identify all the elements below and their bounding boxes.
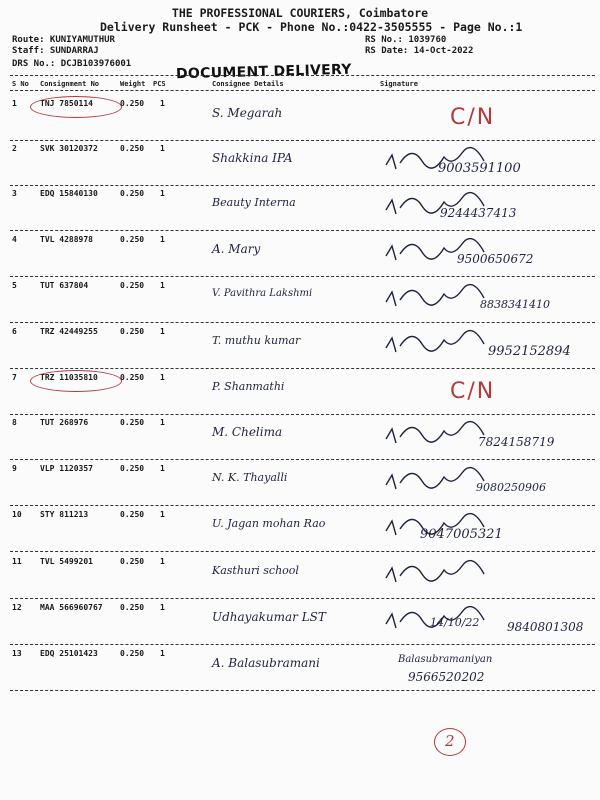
handwritten-signature [382, 188, 492, 222]
runsheet-title: Delivery Runsheet - PCK - Phone No.:0422-3505555 - Page No.:1 [100, 20, 523, 34]
receiver-name: A. Balasubramani [212, 656, 320, 670]
receiver-phone: 9952152894 [488, 344, 571, 359]
table-row [0, 646, 600, 692]
receiver-phone: 7824158719 [478, 435, 555, 449]
row-weight: 0.250 [120, 418, 145, 427]
table-row [0, 415, 600, 461]
row-consignment: TNJ 7850114 [40, 99, 93, 108]
receiver-name: M. Chelima [212, 425, 283, 439]
row-sno: 8 [12, 418, 17, 427]
handwritten-signature [382, 602, 492, 636]
rs-number-label: RS No.: 1039760 [365, 35, 447, 45]
row-weight: 0.250 [120, 189, 145, 198]
receiver-name: V. Pavithra Lakshmi [212, 288, 313, 299]
table-row [0, 324, 600, 370]
receiver-phone: 9080250906 [476, 481, 546, 494]
row-consignment: VLP 1120357 [40, 464, 93, 473]
row-weight: 0.250 [120, 235, 145, 244]
col-header-consignment: Consignment No [40, 80, 100, 88]
receiver-name: P. Shanmathi [212, 380, 285, 393]
circled-page-mark [434, 728, 466, 756]
row-consignment: STY 811213 [40, 510, 89, 519]
return-note: C/N [450, 105, 496, 130]
handwritten-signature [382, 280, 492, 314]
row-consignment: MAA 566960767 [40, 603, 103, 612]
row-pcs: 1 [160, 464, 165, 473]
receiver-phone: 9003591100 [438, 161, 521, 176]
header-rule-bottom [10, 90, 595, 91]
row-sno: 13 [12, 649, 22, 658]
row-divider [10, 505, 595, 506]
row-pcs: 1 [160, 327, 165, 336]
receiver-name: U. Jagan mohan Rao [212, 517, 326, 530]
table-row [0, 554, 600, 600]
row-weight: 0.250 [120, 603, 145, 612]
receiver-phone: 9566520202 [408, 670, 485, 684]
receiver-phone: 9047005321 [420, 527, 503, 542]
row-divider [10, 276, 595, 277]
row-consignment: TUT 637804 [40, 281, 89, 290]
row-sno: 2 [12, 144, 17, 153]
row-pcs: 1 [160, 99, 165, 108]
rs-date-label: RS Date: 14-Oct-2022 [365, 46, 474, 56]
row-weight: 0.250 [120, 327, 145, 336]
delivery-date: 14/10/22 [430, 616, 480, 629]
row-consignment: TVL 4288978 [40, 235, 93, 244]
row-weight: 0.250 [120, 557, 145, 566]
table-row [0, 461, 600, 507]
row-divider [10, 551, 595, 552]
row-sno: 10 [12, 510, 22, 519]
row-weight: 0.250 [120, 281, 145, 290]
table-row [0, 507, 600, 553]
consignment-circle-row-1 [30, 96, 122, 118]
row-consignment: SVK 30120372 [40, 144, 98, 153]
row-sno: 5 [12, 281, 17, 290]
table-row [0, 600, 600, 646]
row-pcs: 1 [160, 144, 165, 153]
row-pcs: 1 [160, 189, 165, 198]
handwritten-signature [382, 509, 492, 543]
handwritten-signature [382, 326, 492, 360]
row-divider [10, 230, 595, 231]
row-consignment: EDQ 25101423 [40, 649, 98, 658]
row-consignment: TVL 5499201 [40, 557, 93, 566]
row-sno: 11 [12, 557, 22, 566]
row-weight: 0.250 [120, 510, 145, 519]
receiver-phone: 9244437413 [440, 206, 517, 220]
table-row [0, 278, 600, 324]
consignment-circle-row-7 [30, 370, 122, 392]
row-divider [10, 644, 595, 645]
drs-label: DRS No.: DCJB103976001 [12, 59, 132, 69]
table-row [0, 141, 600, 187]
staff-label: Staff: SUNDARRAJ [12, 46, 99, 56]
row-sno: 9 [12, 464, 17, 473]
handwritten-signature [382, 463, 492, 497]
handwritten-signature [382, 234, 492, 268]
row-divider [10, 598, 595, 599]
row-divider [10, 322, 595, 323]
row-divider [10, 690, 595, 691]
row-pcs: 1 [160, 235, 165, 244]
document-delivery-stamp: DOCUMENT DELIVERY [175, 61, 352, 83]
header-rule-top [10, 75, 595, 76]
signature-name: Balasubramaniyan [398, 654, 493, 665]
row-divider [10, 459, 595, 460]
route-label: Route: KUNIYAMUTHUR [12, 35, 115, 45]
receiver-name: Udhayakumar LST [212, 610, 326, 624]
receiver-name: Shakkina IPA [212, 151, 293, 165]
row-sno: 12 [12, 603, 22, 612]
row-consignment: EDQ 15840130 [40, 189, 98, 198]
row-pcs: 1 [160, 649, 165, 658]
col-header-pcs: PCS [153, 80, 166, 88]
page-mark-text: 2 [445, 732, 455, 750]
col-header-signature: Signature [380, 80, 418, 88]
receiver-name: T. muthu kumar [212, 334, 301, 347]
row-consignment: TRZ 11035810 [40, 373, 98, 382]
row-pcs: 1 [160, 281, 165, 290]
row-sno: 1 [12, 99, 17, 108]
receiver-name: A. Mary [212, 242, 261, 256]
handwritten-signature [382, 556, 492, 590]
row-pcs: 1 [160, 373, 165, 382]
row-weight: 0.250 [120, 99, 145, 108]
row-weight: 0.250 [120, 373, 145, 382]
receiver-name: Kasthuri school [212, 564, 299, 577]
company-name: THE PROFESSIONAL COURIERS, Coimbatore [171, 6, 429, 20]
row-weight: 0.250 [120, 144, 145, 153]
receiver-name: Beauty Interna [212, 196, 296, 209]
col-header-sno: S No [12, 80, 29, 88]
col-header-consignee: Consignee Details [212, 80, 284, 88]
row-sno: 6 [12, 327, 17, 336]
row-consignment: TUT 268976 [40, 418, 89, 427]
row-weight: 0.250 [120, 649, 145, 658]
row-pcs: 1 [160, 510, 165, 519]
receiver-phone: 9840801308 [507, 620, 584, 634]
table-row [0, 186, 600, 232]
receiver-name: S. Megarah [212, 106, 283, 120]
receiver-phone: 9500650672 [457, 252, 534, 266]
row-sno: 3 [12, 189, 17, 198]
return-note: C/N [450, 379, 496, 404]
row-pcs: 1 [160, 603, 165, 612]
row-consignment: TRZ 42449255 [40, 327, 98, 336]
handwritten-signature [382, 417, 492, 451]
table-row [0, 232, 600, 278]
col-header-weight: Weight [120, 80, 146, 88]
row-sno: 7 [12, 373, 17, 382]
handwritten-signature [382, 143, 492, 177]
row-divider [10, 368, 595, 369]
row-pcs: 1 [160, 418, 165, 427]
row-pcs: 1 [160, 557, 165, 566]
receiver-name: N. K. Thayalli [212, 471, 288, 484]
row-sno: 4 [12, 235, 17, 244]
row-weight: 0.250 [120, 464, 145, 473]
receiver-phone: 8838341410 [480, 298, 550, 311]
